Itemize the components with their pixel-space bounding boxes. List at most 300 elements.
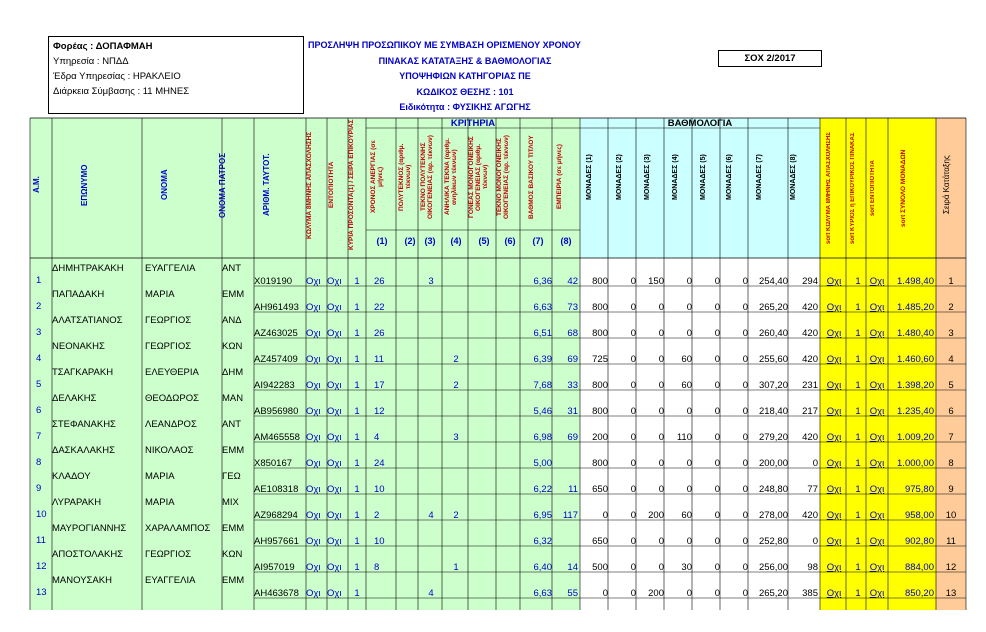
cell-patros: ΕΜΜ [222, 445, 245, 456]
cell-s3: Οχι [869, 510, 885, 521]
col-n1: (1) [376, 236, 388, 246]
cell-c7: 6,32 [533, 536, 552, 547]
cell-m4: 60 [681, 380, 692, 391]
cell-eponymo: ΑΠΟΣΤΟΛΑΚΗΣ [52, 549, 124, 560]
cell-taytot: ΑΙ957019 [254, 562, 295, 573]
cell-m5: 0 [714, 432, 720, 443]
cell-c7: 6,95 [533, 510, 552, 521]
cell-seira: 12 [945, 562, 957, 573]
cell-s2: 1 [855, 328, 861, 339]
cell-m3: 150 [648, 276, 664, 287]
col-m3-header: ΜΟΝΑΔΕΣ (3) [644, 154, 651, 200]
cell-s2: 1 [855, 588, 861, 599]
cell-m2: 0 [630, 562, 636, 573]
cell-patros: ΜΑΝ [222, 393, 244, 404]
cell-c1: 11 [374, 354, 384, 365]
cell-onoma: ΓΕΩΡΓΙΟΣ [145, 549, 192, 560]
col-m2-header: ΜΟΝΑΔΕΣ (2) [616, 154, 623, 200]
cell-entop: Οχι [327, 328, 342, 339]
table-row [0, 340, 986, 366]
cell-c7: 6,39 [533, 354, 552, 365]
cell-seira: 3 [948, 328, 954, 339]
cell-m1: 800 [592, 380, 608, 391]
cell-m2: 0 [630, 536, 636, 547]
cell-m1: 650 [592, 536, 608, 547]
cell-m8: 0 [812, 458, 818, 469]
cell-m8: 217 [802, 406, 818, 417]
cell-eponymo: ΝΕΟΝΑΚΗΣ [52, 341, 105, 352]
cell-entop: Οχι [327, 510, 342, 521]
col-n4: (4) [450, 236, 462, 246]
cell-am: 8 [36, 457, 42, 468]
cell-m1: 0 [602, 588, 608, 599]
cell-s3: Οχι [869, 432, 885, 443]
col-s4-header: sort ΣΥΝΟΛΟ ΜΟΝΑΔΩΝ [900, 149, 907, 227]
cell-m7: 200,00 [758, 458, 788, 469]
cell-onoma: ΕΥΑΓΓΕΛΙΑ [145, 575, 196, 586]
cell-m5: 0 [714, 458, 720, 469]
cell-seira: 8 [948, 458, 954, 469]
col-n6: (6) [504, 236, 516, 246]
cell-s4: 902,80 [904, 536, 934, 547]
cell-m4: 30 [681, 562, 692, 573]
cell-m5: 0 [714, 328, 720, 339]
cell-am: 9 [36, 483, 42, 494]
cell-c7: 7,68 [533, 380, 552, 391]
col-taytot-header: ΑΡΙΘΜ. ΤΑΥΤΟΤ. [262, 153, 271, 217]
cell-m2: 0 [630, 406, 636, 417]
cell-c8: 69 [567, 432, 578, 443]
cell-s4: 1.460,60 [897, 354, 934, 365]
cell-m1: 500 [592, 562, 608, 573]
cell-m6: 0 [742, 354, 748, 365]
foreas-label: Φορέας : ΔΟΠΑΦΜΑΗ [53, 41, 153, 52]
cell-eponymo: ΔΑΣΚΑΛΑΚΗΣ [52, 445, 115, 456]
cell-s4: 1.485,20 [897, 302, 934, 313]
cell-kyria: 1 [354, 588, 360, 599]
cell-am: 4 [36, 353, 42, 364]
title-line-1: ΠΡΟΣΛΗΨΗ ΠΡΟΣΩΠΙΚΟΥ ΜΕ ΣΥΜΒΑΣΗ ΟΡΙΣΜΕΝΟΥ ΧΡΟΝΟΥ [308, 40, 581, 50]
title-block [300, 38, 630, 116]
cell-m6: 0 [742, 276, 748, 287]
cell-entop: Οχι [327, 588, 342, 599]
cell-entop: Οχι [327, 354, 342, 365]
cell-s3: Οχι [869, 276, 885, 287]
ypiresia-label: Υπηρεσία : ΝΠΔΔ [53, 56, 129, 67]
cell-c4: 3 [453, 432, 459, 443]
cell-m2: 0 [630, 380, 636, 391]
cell-m2: 0 [630, 484, 636, 495]
cell-s2: 1 [855, 380, 861, 391]
col-c1-header: ΧΡΟΝΟΣ ΑΝΕΡΓΙΑΣ (σε μήνες) [370, 140, 384, 214]
cell-eponymo: ΣΤΕΦΑΝΑΚΗΣ [52, 419, 116, 430]
cell-taytot: ΑΖ463025 [254, 328, 298, 339]
cell-s2: 1 [855, 302, 861, 313]
col-n2: (2) [404, 236, 416, 246]
cell-c1: 10 [374, 484, 385, 495]
cell-m8: 420 [802, 302, 818, 313]
cell-m6: 0 [742, 588, 748, 599]
cell-am: 3 [36, 327, 42, 338]
cell-m5: 0 [714, 562, 720, 573]
cell-eponymo: ΚΛΑΔΟΥ [52, 471, 91, 482]
cell-eponymo: ΤΣΑΓΚΑΡΑΚΗ [52, 367, 114, 378]
cell-c8: 69 [567, 354, 578, 365]
cell-seira: 4 [948, 354, 954, 365]
cell-m2: 0 [630, 458, 636, 469]
cell-m4: 0 [686, 588, 692, 599]
cell-c1: 12 [374, 406, 385, 417]
cell-m4: 0 [686, 406, 692, 417]
cell-s4: 1.398,20 [897, 380, 934, 391]
title-line-3: ΥΠΟΨΗΦΙΩΝ ΚΑΤΗΓΟΡΙΑΣ ΠΕ [399, 71, 531, 81]
cell-m5: 0 [714, 302, 720, 313]
cell-s1: Οχι [826, 588, 842, 599]
col-m6-header: ΜΟΝΑΔΕΣ (6) [726, 154, 733, 200]
cell-kyria: 1 [354, 328, 360, 339]
cell-m2: 0 [630, 354, 636, 365]
cell-c1: 22 [374, 302, 385, 313]
table-row [0, 314, 986, 340]
cell-c8: 73 [567, 302, 578, 313]
cell-kyria: 1 [354, 484, 360, 495]
cell-entop: Οχι [327, 458, 342, 469]
cell-c7: 5,00 [533, 458, 552, 469]
cell-entop: Οχι [327, 432, 342, 443]
cell-taytot: ΑΗ957661 [254, 536, 299, 547]
cell-s2: 1 [855, 562, 861, 573]
cell-s1: Οχι [826, 328, 842, 339]
col-s3-header: sort ΕΝΤΟΠΙΟΤΗΤΑ [870, 160, 876, 216]
col-m7-header: ΜΟΝΑΔΕΣ (7) [756, 154, 763, 200]
cell-s1: Οχι [826, 536, 842, 547]
cell-seira: 9 [948, 484, 954, 495]
cell-c4: 2 [453, 380, 459, 391]
cell-c7: 6,51 [533, 328, 552, 339]
cell-kyria: 1 [354, 562, 360, 573]
cell-c7: 6,36 [533, 276, 552, 287]
cell-m6: 0 [742, 302, 748, 313]
col-c4-header: ΑΝΗΛΙΚΑ ΤΕΚΝΑ (αριθμ. ανηλίκων τέκνων) [444, 138, 458, 216]
cell-am: 1 [36, 275, 42, 286]
cell-kolyma: Οχι [306, 510, 321, 521]
cell-patros: ΚΩΝ [222, 341, 243, 352]
cell-seira: 13 [945, 588, 957, 599]
cell-m3: 0 [658, 302, 664, 313]
cell-m7: 255,60 [758, 354, 788, 365]
cell-m8: 420 [802, 432, 818, 443]
cell-s1: Οχι [826, 432, 842, 443]
cell-m3: 0 [658, 354, 664, 365]
cell-c3: 4 [428, 510, 434, 521]
cell-c7: 6,22 [533, 484, 552, 495]
cell-taytot: ΑΕ108318 [254, 484, 299, 495]
table-row [0, 496, 986, 522]
cell-m5: 0 [714, 380, 720, 391]
cell-kolyma: Οχι [306, 588, 321, 599]
cell-s3: Οχι [869, 536, 885, 547]
col-entop-header: ΕΝΤΟΠΙΟΤΗΤΑ [328, 161, 335, 209]
col-patros-header: ΟΝΟΜΑ ΠΑΤΡΟΣ [218, 152, 227, 218]
cell-m6: 0 [742, 380, 748, 391]
cell-m1: 800 [592, 406, 608, 417]
cell-am: 10 [36, 509, 47, 520]
cell-s2: 1 [855, 484, 861, 495]
cell-patros: ΕΜΜ [222, 289, 245, 300]
cell-m3: 0 [658, 484, 664, 495]
cell-s1: Οχι [826, 302, 842, 313]
cell-m4: 110 [676, 432, 692, 443]
cell-am: 13 [36, 587, 47, 598]
cell-kyria: 1 [354, 354, 360, 365]
col-kyria-header: ΚΥΡΙΑ ΠΡΟΣΟΝΤΑ(1) / ΣΕΙΡΑ ΕΠΙΚΟΥΡΙΑΣ [348, 119, 355, 250]
cell-m7: 265,20 [758, 302, 788, 313]
cell-m2: 0 [630, 328, 636, 339]
title-line-2: ΠΙΝΑΚΑΣ ΚΑΤΑΤΑΞΗΣ & ΒΑΘΜΟΛΟΓΙΑΣ [378, 55, 552, 66]
diarkeia-label: Διάρκεια Σύμβασης : 11 ΜΗΝΕΣ [53, 86, 190, 97]
col-m4-header: ΜΟΝΑΔΕΣ (4) [672, 154, 679, 200]
cell-m7: 254,40 [758, 276, 788, 287]
cell-s4: 884,00 [904, 562, 934, 573]
table-row [0, 444, 986, 470]
info-box [48, 36, 304, 114]
cell-m4: 0 [686, 458, 692, 469]
cell-m4: 0 [686, 328, 692, 339]
cell-c7: 6,63 [533, 588, 552, 599]
cell-patros: ΔΗΜ [222, 367, 244, 378]
cell-am: 12 [36, 561, 47, 572]
cell-m4: 0 [686, 536, 692, 547]
col-onoma-header: ΟΝΟΜΑ [160, 169, 169, 201]
cell-am: 7 [36, 431, 42, 442]
cell-entop: Οχι [327, 302, 342, 313]
cell-kyria: 1 [354, 380, 360, 391]
cell-c7: 5,46 [533, 406, 552, 417]
cell-m1: 200 [592, 432, 608, 443]
cell-s2: 1 [855, 276, 861, 287]
cell-entop: Οχι [327, 406, 342, 417]
cell-kolyma: Οχι [306, 328, 321, 339]
cell-s1: Οχι [826, 510, 842, 521]
cell-m3: 200 [648, 588, 664, 599]
cell-onoma: ΕΥΑΓΓΕΛΙΑ [145, 263, 196, 274]
cell-c1: 26 [374, 328, 385, 339]
cell-c7: 6,40 [533, 562, 552, 573]
cell-c8: 68 [567, 328, 578, 339]
cell-kyria: 1 [354, 510, 360, 521]
cell-eponymo: ΜΑΝΟΥΣΑΚΗ [52, 575, 112, 586]
cell-m6: 0 [742, 536, 748, 547]
col-m1-header: ΜΟΝΑΔΕΣ (1) [586, 154, 593, 200]
col-am-header: Α.Μ. [32, 176, 41, 194]
cell-s3: Οχι [869, 380, 885, 391]
cell-m1: 800 [592, 276, 608, 287]
cell-m1: 800 [592, 458, 608, 469]
cell-onoma: ΘΕΟΔΩΡΟΣ [145, 393, 199, 404]
cell-onoma: ΜΑΡΙΑ [145, 471, 175, 482]
cell-c1: 8 [374, 562, 380, 573]
cell-am: 6 [36, 405, 42, 416]
cell-onoma: ΓΕΩΡΓΙΟΣ [145, 341, 192, 352]
cell-m7: 260,40 [758, 328, 788, 339]
cell-entop: Οχι [327, 536, 342, 547]
cell-m1: 800 [592, 328, 608, 339]
cell-taytot: ΑΖ457409 [254, 354, 298, 365]
cell-am: 5 [36, 379, 42, 390]
cell-m4: 0 [686, 484, 692, 495]
cell-m2: 0 [630, 510, 636, 521]
table-row [0, 470, 986, 496]
cell-eponymo: ΔΕΛΑΚΗΣ [52, 393, 97, 404]
col-eponymo-header: ΕΠΩΝΥΜΟ [80, 164, 89, 206]
cell-c3: 4 [428, 588, 434, 599]
cell-s3: Οχι [869, 302, 885, 313]
col-m5-header: ΜΟΝΑΔΕΣ (5) [700, 154, 707, 200]
cell-kolyma: Οχι [306, 276, 321, 287]
title-line-5: Ειδικότητα : ΦΥΣΙΚΗΣ ΑΓΩΓΗΣ [399, 102, 531, 112]
cell-m8: 231 [802, 380, 818, 391]
cell-c4: 1 [453, 562, 459, 573]
cell-onoma: ΜΑΡΙΑ [145, 497, 175, 508]
cell-kolyma: Οχι [306, 302, 321, 313]
cell-taytot: ΑΙ942283 [254, 380, 295, 391]
cell-m3: 0 [658, 328, 664, 339]
cell-m5: 0 [714, 536, 720, 547]
cell-m7: 248,80 [758, 484, 788, 495]
cell-c1: 10 [374, 536, 385, 547]
cell-s4: 850,20 [904, 588, 934, 599]
cell-c4: 2 [453, 510, 459, 521]
cell-taytot: Χ019190 [254, 276, 293, 287]
cell-patros: ΑΝΤ [222, 263, 241, 274]
cell-m3: 200 [648, 510, 664, 521]
cell-s4: 975,80 [904, 484, 934, 495]
cell-entop: Οχι [327, 276, 342, 287]
cell-kolyma: Οχι [306, 380, 321, 391]
cell-taytot: ΑΜ465558 [254, 432, 300, 443]
col-c5-header: ΓΟΝΕΑΣ ΜΟΝΟΓΟΝΕΙΚΗΣ ΟΙΚΟΓΕΝΕΙΑΣ (αριθμ. τέκνων) [468, 136, 489, 218]
cell-m8: 98 [807, 562, 818, 573]
cell-m7: 265,20 [758, 588, 788, 599]
cell-s3: Οχι [869, 354, 885, 365]
col-n3: (3) [424, 236, 436, 246]
cell-s1: Οχι [826, 354, 842, 365]
cell-kyria: 1 [354, 406, 360, 417]
cell-kolyma: Οχι [306, 406, 321, 417]
cell-s1: Οχι [826, 562, 842, 573]
cell-seira: 2 [948, 302, 954, 313]
cell-c8: 31 [567, 406, 578, 417]
cell-c1: 26 [374, 276, 385, 287]
cell-s4: 1.009,20 [897, 432, 934, 443]
cell-seira: 11 [946, 536, 956, 547]
cell-m3: 0 [658, 406, 664, 417]
cell-s2: 1 [855, 406, 861, 417]
cell-s3: Οχι [869, 406, 885, 417]
cell-m5: 0 [714, 510, 720, 521]
col-kolyma-header: ΚΩΛΥΜΑ 8ΜΗΝΗΣ ΑΠΑΣΧΟΛΗΣΗΣ [306, 131, 313, 239]
cell-m6: 0 [742, 562, 748, 573]
cell-eponymo: ΠΑΠΑΔΑΚΗ [52, 289, 105, 300]
col-c8-header: ΕΜΠΕΙΡΙΑ (σε μήνες) [556, 144, 563, 210]
col-n7: (7) [532, 236, 544, 246]
cell-eponymo: ΔΗΜΗΤΡΑΚΑΚΗ [52, 263, 124, 274]
cell-m1: 725 [592, 354, 608, 365]
cell-patros: ΜΙΧ [222, 497, 239, 508]
cell-s3: Οχι [869, 484, 885, 495]
cell-m8: 294 [802, 276, 818, 287]
table-row [0, 366, 986, 392]
cell-s2: 1 [855, 510, 861, 521]
cell-kyria: 1 [354, 432, 360, 443]
cell-m3: 0 [658, 536, 664, 547]
cell-m4: 60 [681, 354, 692, 365]
cell-m2: 0 [630, 302, 636, 313]
table-row [0, 574, 986, 600]
cell-kyria: 1 [354, 458, 360, 469]
cell-m6: 0 [742, 484, 748, 495]
cell-kolyma: Οχι [306, 458, 321, 469]
cell-kolyma: Οχι [306, 536, 321, 547]
cell-s3: Οχι [869, 588, 885, 599]
cell-m7: 278,00 [758, 510, 788, 521]
cell-patros: ΑΝΤ [222, 419, 241, 430]
col-c2-header: ΠΟΛΥΤΕΚΝΟΣ (αριθμ. τέκνων) [398, 143, 412, 211]
cell-c4: 2 [453, 354, 459, 365]
cell-s3: Οχι [869, 328, 885, 339]
cell-patros: ΚΩΝ [222, 549, 243, 560]
cell-seira: 1 [948, 276, 954, 287]
cell-m6: 0 [742, 458, 748, 469]
cell-s2: 1 [855, 354, 861, 365]
cell-onoma: ΛΕΑΝΔΡΟΣ [145, 419, 197, 430]
cell-c8: 33 [567, 380, 578, 391]
cell-m3: 0 [658, 562, 664, 573]
cell-c1: 2 [374, 510, 380, 521]
cell-c8: 11 [568, 484, 578, 495]
cell-m8: 77 [807, 484, 818, 495]
cell-m8: 385 [802, 588, 818, 599]
code-box: ΣΟΧ 2/2017 [718, 50, 822, 67]
cell-taytot: ΑΖ968294 [254, 510, 298, 521]
cell-eponymo: ΜΑΥΡΟΓΙΑΝΝΗΣ [52, 523, 127, 534]
cell-s2: 1 [855, 536, 861, 547]
col-c6-header: ΤΕΚΝΟ ΜΟΝΟΓΟΝΕΙΚΗΣ ΟΙΚΟΓΕΝΕΙΑΣ (αρ. τέκνων) [496, 135, 510, 219]
cell-taytot: ΑΒ956980 [254, 406, 299, 417]
table-row [0, 392, 986, 418]
kritiria-title: ΚΡΙΤΗΡΙΑ [450, 118, 496, 129]
cell-patros: ΑΝΔ [222, 315, 242, 326]
cell-eponymo: ΑΛΑΤΣΑΤΙΑΝΟΣ [52, 315, 123, 326]
cell-kolyma: Οχι [306, 562, 321, 573]
cell-taytot: ΑΗ961493 [254, 302, 299, 313]
cell-m8: 420 [802, 354, 818, 365]
cell-c1: 17 [374, 380, 385, 391]
cell-m3: 0 [658, 432, 664, 443]
cell-s2: 1 [855, 458, 861, 469]
cell-s1: Οχι [826, 380, 842, 391]
cell-s4: 1.498,40 [897, 276, 934, 287]
cell-m4: 0 [686, 276, 692, 287]
cell-m1: 0 [602, 510, 608, 521]
cell-m5: 0 [714, 276, 720, 287]
cell-m8: 420 [802, 510, 818, 521]
cell-seira: 7 [948, 432, 954, 443]
cell-c8: 117 [562, 510, 578, 521]
cell-s3: Οχι [869, 458, 885, 469]
cell-onoma: ΧΑΡΑΛΑΜΠΟΣ [145, 523, 211, 534]
cell-onoma: ΕΛΕΥΘΕΡΙΑ [145, 367, 199, 378]
